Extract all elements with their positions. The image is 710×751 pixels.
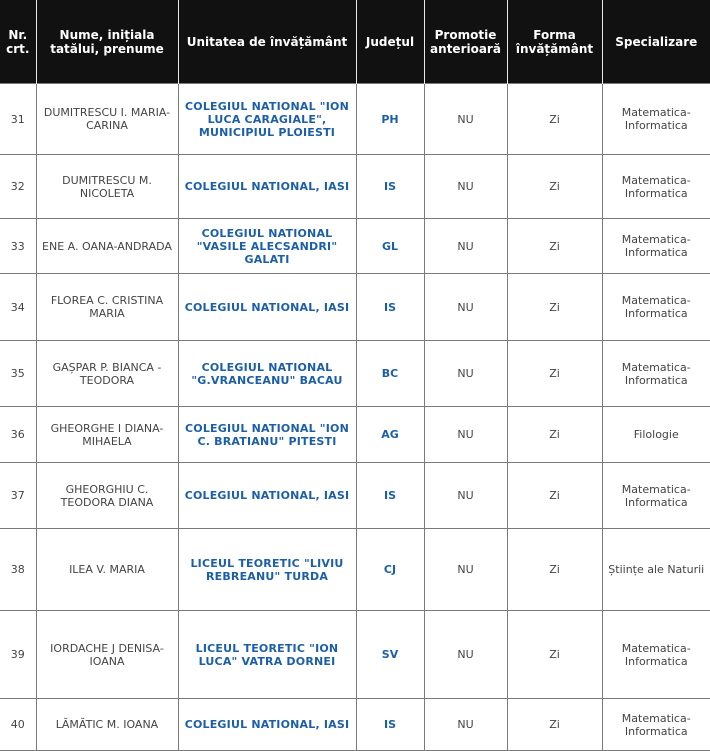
cell-judet: AG bbox=[356, 407, 424, 463]
cell-promotie: NU bbox=[424, 699, 507, 751]
header-row bbox=[0, 0, 710, 84]
cell-forma: Zi bbox=[507, 274, 602, 341]
cell-forma: Zi bbox=[507, 611, 602, 699]
table-row bbox=[0, 84, 710, 155]
cell-unitatea: COLEGIUL NATIONAL "ION C. BRATIANU" PITESTI bbox=[178, 407, 356, 463]
header-forma: Forma învățământ bbox=[507, 0, 602, 84]
cell-judet: SV bbox=[356, 611, 424, 699]
cell-unitatea: COLEGIUL NATIONAL "G.VRANCEANU" BACAU bbox=[178, 341, 356, 407]
cell-promotie: NU bbox=[424, 611, 507, 699]
table-row bbox=[0, 407, 710, 463]
cell-judet: BC bbox=[356, 341, 424, 407]
cell-nr: 32 bbox=[0, 155, 36, 219]
cell-nume: DUMITRESCU M. NICOLETA bbox=[36, 155, 178, 219]
cell-nr: 33 bbox=[0, 219, 36, 274]
cell-unitatea: COLEGIUL NATIONAL, IASI bbox=[178, 155, 356, 219]
header-nr: Nr. crt. bbox=[0, 0, 36, 84]
cell-specializare: Matematica-Informatica bbox=[602, 699, 710, 751]
table-row bbox=[0, 341, 710, 407]
cell-judet: IS bbox=[356, 274, 424, 341]
cell-promotie: NU bbox=[424, 341, 507, 407]
cell-specializare: Matematica-Informatica bbox=[602, 274, 710, 341]
cell-forma: Zi bbox=[507, 341, 602, 407]
cell-unitatea: COLEGIUL NATIONAL, IASI bbox=[178, 463, 356, 529]
cell-specializare: Matematica-Informatica bbox=[602, 219, 710, 274]
cell-nr: 35 bbox=[0, 341, 36, 407]
cell-nr: 34 bbox=[0, 274, 36, 341]
cell-forma: Zi bbox=[507, 407, 602, 463]
cell-nume: FLOREA C. CRISTINA MARIA bbox=[36, 274, 178, 341]
cell-nume: LĂMĂTIC M. IOANA bbox=[36, 699, 178, 751]
cell-forma: Zi bbox=[507, 219, 602, 274]
table-row bbox=[0, 155, 710, 219]
cell-nume: GHEORGHIU C. TEODORA DIANA bbox=[36, 463, 178, 529]
cell-promotie: NU bbox=[424, 529, 507, 611]
cell-nume: GAȘPAR P. BIANCA - TEODORA bbox=[36, 341, 178, 407]
table-row bbox=[0, 611, 710, 699]
cell-specializare: Matematica-Informatica bbox=[602, 611, 710, 699]
cell-specializare: Matematica-Informatica bbox=[602, 341, 710, 407]
cell-nume: DUMITRESCU I. MARIA-CARINA bbox=[36, 84, 178, 155]
cell-unitatea: COLEGIUL NATIONAL, IASI bbox=[178, 274, 356, 341]
cell-unitatea: COLEGIUL NATIONAL, IASI bbox=[178, 699, 356, 751]
cell-nr: 31 bbox=[0, 84, 36, 155]
cell-unitatea: COLEGIUL NATIONAL "ION LUCA CARAGIALE", MUNICIPIUL PLOIESTI bbox=[178, 84, 356, 155]
cell-forma: Zi bbox=[507, 463, 602, 529]
cell-forma: Zi bbox=[507, 699, 602, 751]
cell-nr: 40 bbox=[0, 699, 36, 751]
table-row bbox=[0, 274, 710, 341]
table-row bbox=[0, 529, 710, 611]
cell-promotie: NU bbox=[424, 155, 507, 219]
cell-specializare: Matematica-Informatica bbox=[602, 155, 710, 219]
cell-forma: Zi bbox=[507, 529, 602, 611]
cell-specializare: Matematica-Informatica bbox=[602, 463, 710, 529]
cell-promotie: NU bbox=[424, 219, 507, 274]
cell-specializare: Filologie bbox=[602, 407, 710, 463]
cell-nr: 39 bbox=[0, 611, 36, 699]
cell-nume: ENE A. OANA-ANDRADA bbox=[36, 219, 178, 274]
cell-nume: GHEORGHE I DIANA-MIHAELA bbox=[36, 407, 178, 463]
table-row bbox=[0, 463, 710, 529]
cell-promotie: NU bbox=[424, 274, 507, 341]
cell-nr: 38 bbox=[0, 529, 36, 611]
cell-promotie: NU bbox=[424, 84, 507, 155]
header-nume: Nume, inițiala tatălui, prenume bbox=[36, 0, 178, 84]
cell-judet: CJ bbox=[356, 529, 424, 611]
cell-specializare: Matematica-Informatica bbox=[602, 84, 710, 155]
header-promotie: Promotie anterioară bbox=[424, 0, 507, 84]
cell-nume: IORDACHE J DENISA-IOANA bbox=[36, 611, 178, 699]
cell-nr: 37 bbox=[0, 463, 36, 529]
header-judetul: Județul bbox=[356, 0, 424, 84]
header-unitatea: Unitatea de învățământ bbox=[178, 0, 356, 84]
table-row bbox=[0, 219, 710, 274]
cell-unitatea: LICEUL TEORETIC "ION LUCA" VATRA DORNEI bbox=[178, 611, 356, 699]
cell-forma: Zi bbox=[507, 84, 602, 155]
cell-unitatea: COLEGIUL NATIONAL "VASILE ALECSANDRI" GALATI bbox=[178, 219, 356, 274]
cell-judet: IS bbox=[356, 463, 424, 529]
cell-specializare: Științe ale Naturii bbox=[602, 529, 710, 611]
table-row bbox=[0, 699, 710, 751]
cell-judet: PH bbox=[356, 84, 424, 155]
cell-promotie: NU bbox=[424, 463, 507, 529]
cell-judet: GL bbox=[356, 219, 424, 274]
cell-judet: IS bbox=[356, 699, 424, 751]
header-specializare: Specializare bbox=[602, 0, 710, 84]
cell-unitatea: LICEUL TEORETIC "LIVIU REBREANU" TURDA bbox=[178, 529, 356, 611]
cell-forma: Zi bbox=[507, 155, 602, 219]
cell-judet: IS bbox=[356, 155, 424, 219]
cell-nume: ILEA V. MARIA bbox=[36, 529, 178, 611]
cell-promotie: NU bbox=[424, 407, 507, 463]
cell-nr: 36 bbox=[0, 407, 36, 463]
